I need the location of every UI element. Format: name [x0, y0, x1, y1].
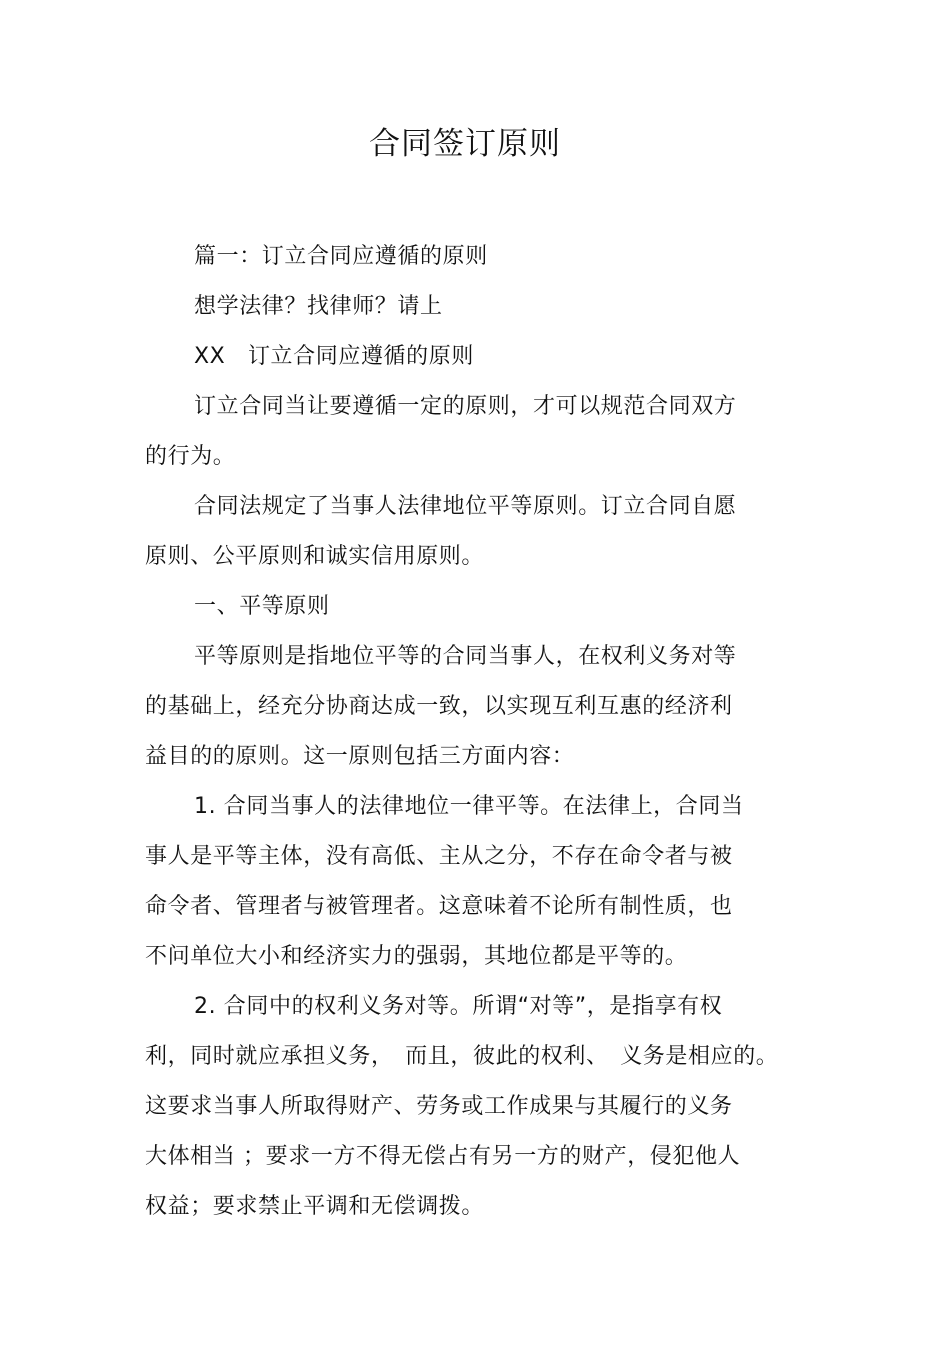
paragraph-line: 想学法律？找律师？请上 [194, 294, 443, 319]
paragraph-line: 益目的的原则。这一原则包括三方面内容： [145, 744, 575, 769]
section-heading: 篇一：订立合同应遵循的原则 [194, 244, 488, 269]
paragraph-line: 命令者、管理者与被管理者。这意味着不论所有制性质，也 [145, 894, 733, 919]
document-title: 合同签订原则 [369, 126, 561, 162]
paragraph-line: 大体相当 ；要求一方不得无偿占有另一方的财产，侵犯他人 [145, 1144, 741, 1169]
paragraph-line: 权益；要求禁止平调和无偿调拨。 [145, 1194, 485, 1219]
paragraph-line: 2. 合同中的权利义务对等。所谓“对等”，是指享有权 [194, 994, 723, 1019]
subsection-heading: 一、平等原则 [194, 594, 330, 619]
paragraph-line: 不问单位大小和经济实力的强弱，其地位都是平等的。 [145, 944, 688, 969]
paragraph-line: 平等原则是指地位平等的合同当事人，在权利义务对等 [194, 644, 737, 669]
paragraph-line: 利，同时就应承担义务， 而且，彼此的权利、 义务是相应的。 [145, 1044, 779, 1069]
paragraph-line: 的行为。 [145, 444, 236, 469]
paragraph-line: 合同法规定了当事人法律地位平等原则。订立合同自愿 [194, 494, 737, 519]
paragraph-line: 1. 合同当事人的法律地位一律平等。在法律上，合同当 [194, 794, 744, 819]
paragraph-line: 订立合同当让要遵循一定的原则，才可以规范合同双方 [194, 394, 737, 419]
paragraph-line: 的基础上，经充分协商达成一致，以实现互利互惠的经济利 [145, 694, 733, 719]
paragraph-line: 这要求当事人所取得财产、劳务或工作成果与其履行的义务 [145, 1094, 733, 1119]
paragraph-line: 原则、公平原则和诚实信用原则。 [145, 544, 485, 569]
paragraph-line: XX 订立合同应遵循的原则 [194, 344, 474, 369]
paragraph-line: 事人是平等主体，没有高低、主从之分，不存在命令者与被 [145, 844, 733, 869]
